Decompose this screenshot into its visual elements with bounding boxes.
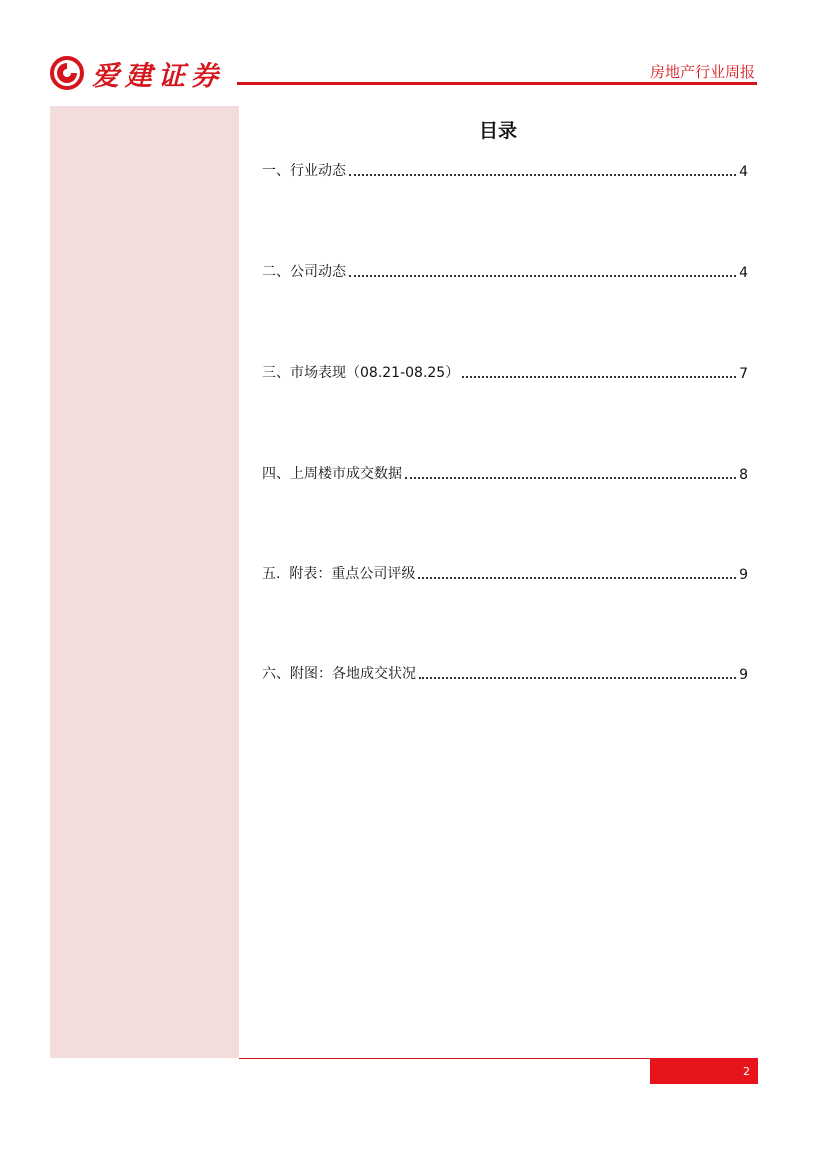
toc-entry[interactable] — [262, 362, 748, 382]
company-name: 爱建证券 — [92, 60, 224, 92]
toc-entry[interactable] — [262, 160, 748, 180]
dot-leader — [349, 275, 736, 277]
toc-entry[interactable] — [262, 463, 748, 483]
toc-entry-page: 7 — [739, 366, 748, 382]
page-number: 2 — [743, 1064, 750, 1078]
toc-entry[interactable] — [262, 261, 748, 281]
dot-leader — [462, 376, 736, 378]
dot-leader — [419, 677, 736, 679]
page-number-badge — [650, 1058, 758, 1084]
toc-entry-page: 9 — [739, 667, 748, 683]
dot-leader — [405, 477, 736, 479]
toc-entry-label: 一、行业动态 — [262, 163, 346, 179]
toc-heading: 目录 — [478, 120, 517, 142]
left-sidebar-band — [50, 106, 239, 1058]
toc-entry-label: 四、上周楼市成交数据 — [262, 466, 402, 482]
spiral-logo-icon — [50, 56, 84, 90]
toc-entry-page: 8 — [739, 467, 748, 483]
toc-entry-label: 五. 附表：重点公司评级 — [262, 566, 416, 582]
toc-entry-label: 二、公司动态 — [262, 264, 346, 280]
toc-entry[interactable] — [262, 563, 748, 583]
dot-leader — [418, 577, 736, 579]
toc-entry-label: 六、附图：各地成交状况 — [262, 666, 416, 682]
header-divider — [237, 82, 757, 85]
toc-entry[interactable] — [262, 663, 748, 683]
toc-entry-page: 4 — [739, 164, 748, 180]
toc-entry-label: 三、市场表现（08.21-08.25） — [262, 365, 460, 381]
toc-entry-page: 4 — [739, 265, 748, 281]
toc-entry-page: 9 — [739, 567, 748, 583]
company-logo — [50, 56, 224, 90]
report-type-title: 房地产行业周报 — [649, 63, 755, 81]
dot-leader — [349, 174, 736, 176]
